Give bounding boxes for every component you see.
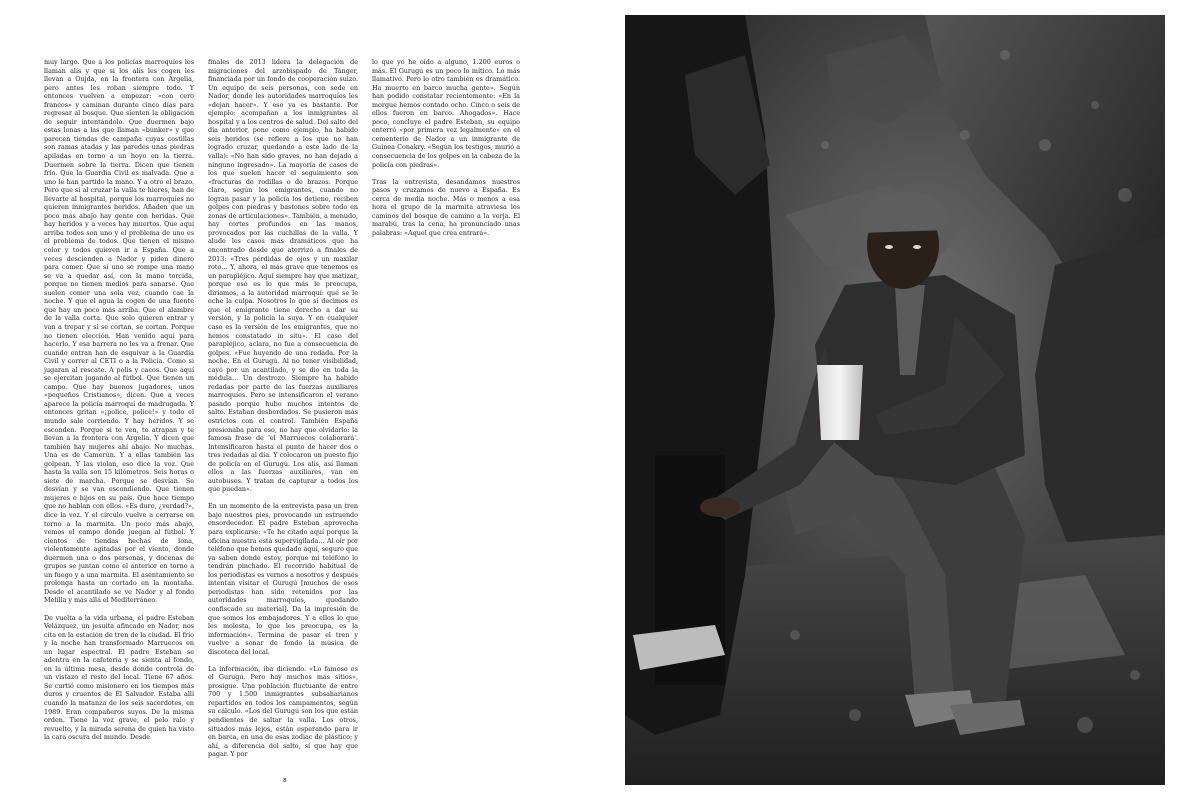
text-column-3 bbox=[372, 58, 520, 246]
paragraph: La información, iba diciendo. «Lo famoso es el Gurugú. Pero hay muchos más sitios», prosigue. Una población fluctuante de entre 700 y 1.500 inmigrantes subsaharianos repartidos en todos los campamentos, según su cálculo. «Los del Gurugú son los que están pendientes de saltar la valla. Los otros, situados más lejos, están esperando para ir en barca, en una de esas zodiac de plástico; y ahí, a diferencia del salto, sí que hay que pagar. Y por bbox=[208, 664, 358, 759]
paragraph: lo que yo he oído a alguno, 1.200 euros o más. El Gurugú es un poco lo mítico. Lo más llamativo. Pero lo otro también es dramático. Ha muerto en barco mucha gente». Según han podido constatar recientemente: «En la morgue hemos contado ocho. Cinco o seis de ellos fueron en barco. Ahogados». Hace poco, concluye el padre Esteban, su equipo enterró «por primera vez legalmente» en el cementerio de Nador a un inmigrante de Guinea Conakry. «Según los testigos, murió a consecuencia de los golpes en la cabeza de la policía con piedras». bbox=[372, 58, 520, 169]
text-column-2 bbox=[208, 58, 358, 767]
paragraph: Tras la entrevista, desandamos nuestros pasos y cruzamos de nuevo a España. Es cerca de media noche. Más o menos a esa hora el grupo de la marmita atraviesa los caminos del bosque de camino a la verja. El marabú, tras la cena, ha pronunciado unas palabras: «Aquel que crea entrará». bbox=[372, 177, 520, 237]
paragraph: De vuelta a la vida urbana, el padre Esteban Velázquez, un jesuita afincado en Nador, nos cita en la estación de tren de la ciudad. El frío y la noche han transformado Marruecos en un lugar espectral. El padre Esteban se adentra en la cafetería y se sienta al fondo, en la última mesa, desde donde controla de un vistazo el resto del local. Tiene 67 años. Se curtió como misionero en los tiempos más duros y cruentos de El Salvador. Estaba allí cuando la matanza de los seis sacerdotes, en 1989. Eran compañeros suyos. De la misma orden. Tiene la voz grave, el pelo ralo y revuelto, y la mirada serena de quien ha visto la cara oscura del mundo. Desde bbox=[44, 613, 194, 742]
paragraph: muy largo. Que a los policías marroquíes les llaman alís y que si los alís les cogen les llevan a Oujda, en la frontera con Argelia, pero antes les roban siempre todo. Y entonces vuelven a empezar: «con cero francos» y caminan durante cinco días para regresar al bosque. Que sienten la obligación de seguir intentándolo. Que duermen bajo estas lonas a las que llaman «búnker» y que parecen tiendas de campaña cuyas costillas son ramas atadas y las paredes unas piedras apiladas en torno a un hoyo en la tierra. Duermen sobre la tierra. Dicen que tienen frío. Que la Guardia Civil es malvada. Que a uno le han partido la mano. Y a otro el brazo. Pero que si al cruzar la valla te hieres, han de llevarte al hospital, porque los marroquíes no quieren inmigrantes heridos. Añaden que un poco más abajo hay gente con heridas. Que hay heridos y a veces hay muertos. Que aquí arriba todos son uno y el problema de uno es el problema de todos. Que tienen el mismo color y todos quieren ir a España. Que a veces descienden a Nador y piden dinero para comer. Que si uno se rompe una mano se va a quedar así, con la mano torcida, porque no tienen medios para sanarse. Que suelen comer una sola vez, cuando cae la noche. Y que el agua la cogen de una fuente que hay un poco más arriba. Que el alambre de la valla corta. Que solo quieren entrar y van a trepar y si se cortan, se cortan. Porque no tienen elección. Han venido aquí para hacerlo. Y esa barrera no les va a frenar. Que cuando entran han de esquivar a la Guardia Civil y correr al CETI o a la Policía. Como si jugaran al rescate. A polis y cacos. Que aquí se ejercitan jugando al fútbol. Que tienen un campo. Que hay buenos jugadores, unos «pequeños Cristianos», dicen. Que a veces aparece la policía marroquí de madrugada. Y entonces gritan «¡police, police!» y todo el mundo sale corriendo. Y hay heridos. Y se esconden. Porque si te ven, te atrapan y te llevan a la frontera con Argelia. Y dicen que también hay mujeres ahí abajo. No muchas. Una es de Camerún. Y a ellas también las golpean. Y las violan, eso dice la voz. Que hasta la valla son 15 kilómetros. Seis horas o siete de marcha. Porque se desvían. Se desvían y se van escondiendo. Que tienen mujeres e hijos en su país. Que hace tiempo que no hablan con ellos. «Es duro, ¿verdad?», dice la voz. Y el círculo vuelve a cerrarse en torno a la marmita. Un poco más abajo, vemos el campo donde juegan al fútbol. Y cientos de tiendas hechas de lona, violentamente agitadas por el viento, donde duermen una o dos personas, y docenas de grupos se juntan como el anterior en torno a un fuego y a una marmita. El asentamiento se prolonga hasta un cortado en la montaña. Desde el acantilado se ve Nador y al fondo Melilla y más allá el Mediterráneo. bbox=[44, 58, 194, 605]
page-number: 8 bbox=[283, 778, 287, 784]
documentary-photo bbox=[625, 15, 1165, 785]
text-column-1 bbox=[44, 58, 194, 750]
paragraph: finales de 2013 lidera la delegación de migraciones del arzobispado de Tánger, financiada por un fondo de cooperación suizo. Un equipo de seis personas, con sede en Nador, donde les autoridades marroquíes les «dejan hacer». Y eso ya es bastante. Por ejemplo: acompañan a los inmigrantes al hospital y a los centros de salud. Del salto del día anterior, pone como ejemplo, ha habido seis heridos (se refiere a los que no han logrado cruzar, quedando a este lado de la valla): «No han sido graves, no han dejado a ninguno ingresado». La mayoría de casos de los que suelen hacer el seguimiento son «fracturas de rodillas o de brazos. Porque claro, según los emigrantes, cuando no logran pasar y la policía los detiene, reciben golpes con piedras y bastones sobre todo en zonas de articulaciones». También, a menudo, hay cortes profundos en las manos, provocados por las cuchillas de la valla. Y alude les casos más dramáticos que ha encontrado desde que aterrizó a finales de 2013: «Tres pérdidas de ojos y un maxilar roto… Y, ahora, el más grave que tenemos es un parapléjico. Aquí siempre hay que matizar, porque eso es lo que más le preocupa, diríamos, a la autoridad marroquí: que se le eche la culpa. Nosotros lo que sí decimos es que el emigrante tiene derecho a dar su versión, y la policía la suya. Y en cualquier caso es la versión de los emigrantes, que no hemos constatado in situ». El caso del parapléjico, aclara, no fue a consecuencia de golpes. «Fue huyendo de una redada. Por la noche. En el Gurugú. Al no tener visibilidad, cayó por un acantilado, y se dio en toda la médula… Un destrozo. Siempre ha habido redadas por parte de las fuerzas auxiliares marroquíes. Pero se intensificaron el verano pasado porque hubo muchos intentos de salto. Estaban desbordados. Se pusieron más estrictos con el control. También España presionaba para eso, no hay que olvidarlo: la famosa frase de 'el Marruecos colaborará'. Intensificaron hasta el punto de hacer dos o tres redadas al día. Y colocaron un puesto fijo de policía en el Gurugú. Los alís, así llaman ellos a las fuerzas auxiliares, van en autobuses. Y tratan de capturar a todos los que puedan». bbox=[208, 58, 358, 494]
photo-illustration bbox=[625, 15, 1165, 785]
paragraph: En un momento de la entrevista pasa un tren bajo nuestros pies, provocando un estruendo ensordecedor. El padre Esteban aprovecha para explicarse: «Te he citado aquí porque la oficina nuestra está supervigilada… Al oír por teléfono que hemos quedado aquí, seguro que ya saben donde estoy, porque mi teléfono lo tendrán pinchado. El recorrido habitual de los periodistas es vernos a nosotros y después intentan visitar el Gurugú [muchos de esos periodistas han sido retenidos por las autoridades marroquíes, quedando confiscado su material]. Da la impresión de que somos los embajadores. Y a ellos lo que les molesta, lo que les preocupa, es la información». Termina de pasar el tren y vuelve a sonar de fondo la música de discoteca del local. bbox=[208, 502, 358, 656]
